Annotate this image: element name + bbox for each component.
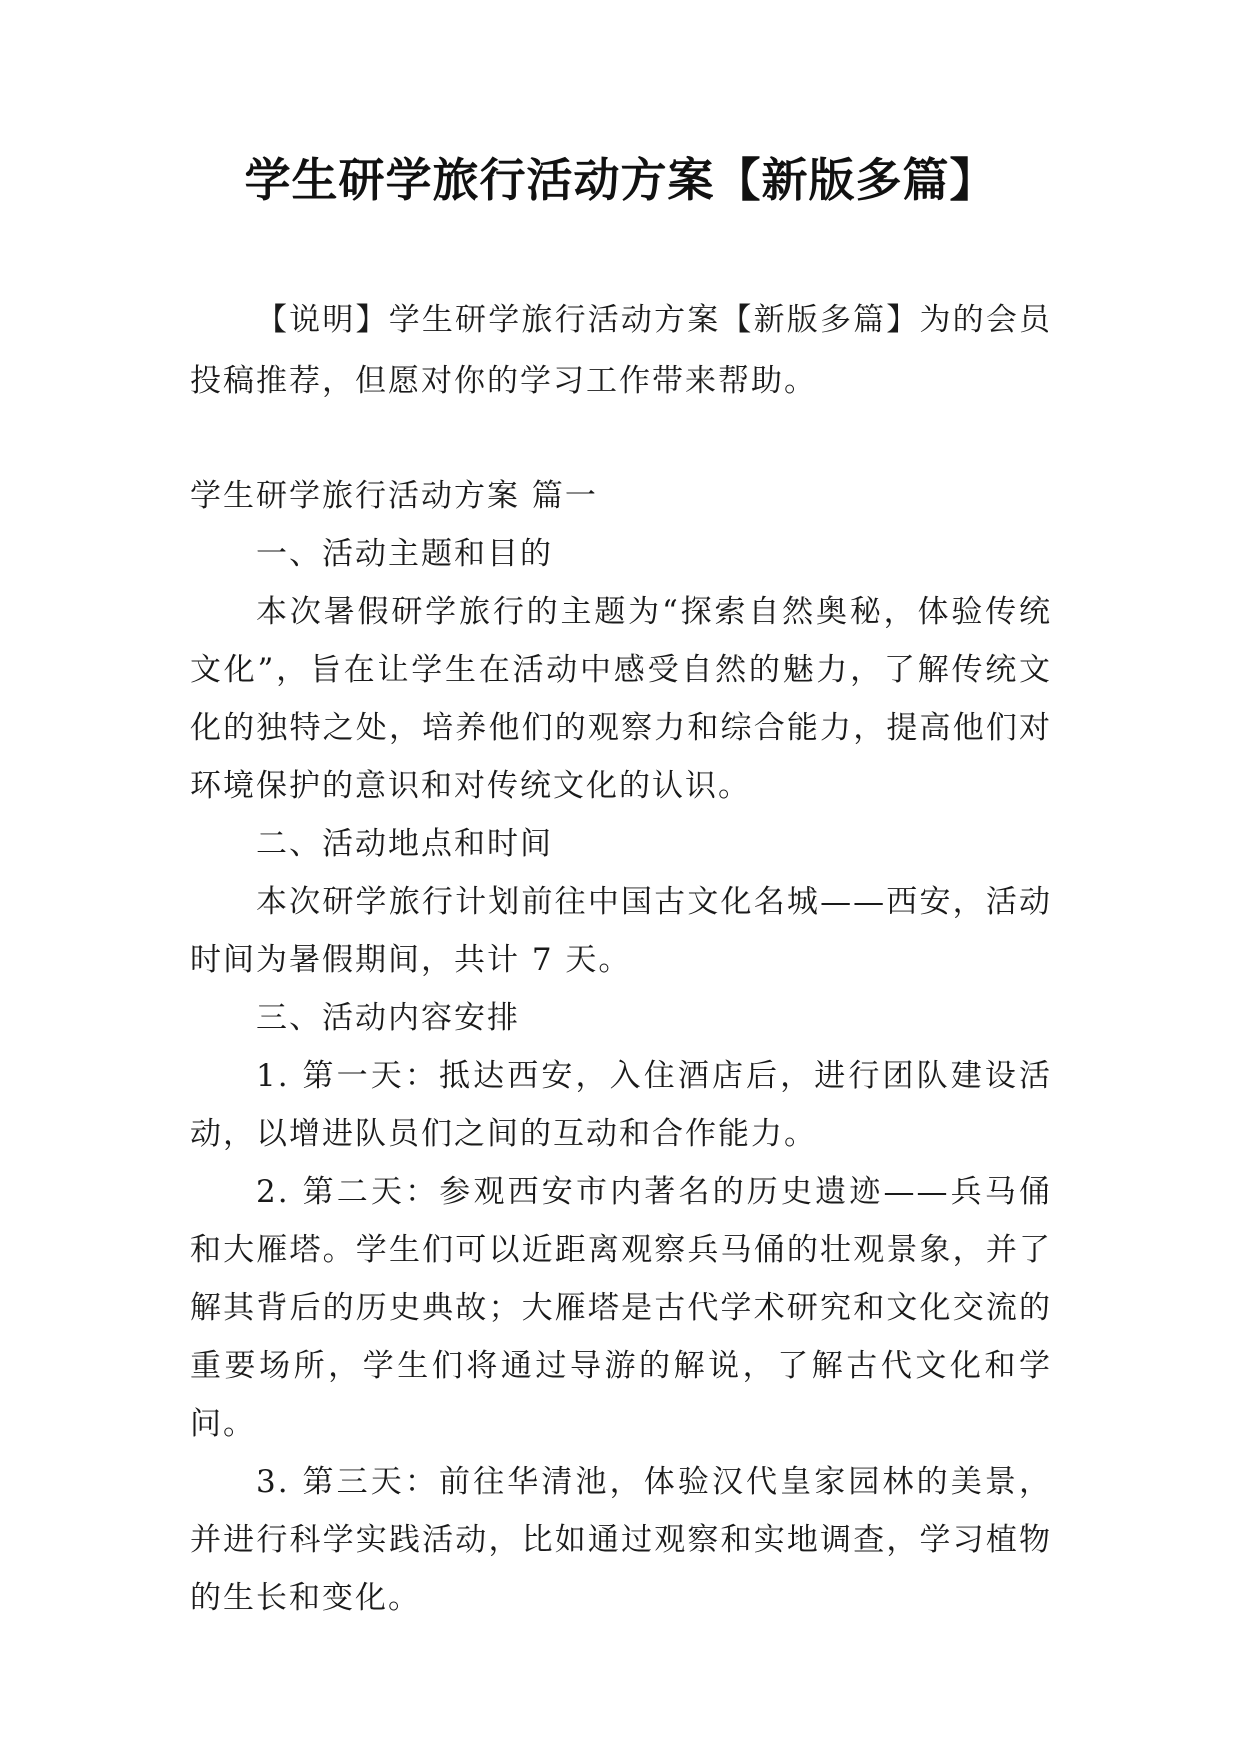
section-heading: 学生研学旅行活动方案 篇一 — [190, 478, 598, 514]
paragraph-location: 本次研学旅行计划前往中国古文化名城——西安，活动时间为暑假期间，共计 7 天。 — [190, 884, 1052, 978]
paragraph-day-2: 2. 第二天：参观西安市内著名的历史遗迹——兵马俑和大雁塔。学生们可以近距离观察兵马俑的壮观景象，并了解其背后的历史典故；大雁塔是古代学术研究和文化交流的重要场所，学生们将通过导游的解说，了解古代文化和学问。 — [190, 1174, 1052, 1442]
paragraph-day-1: 1. 第一天：抵达西安，入住酒店后，进行团队建设活动，以增进队员们之间的互动和合作能力。 — [190, 1058, 1052, 1152]
document-title: 学生研学旅行活动方案【新版多篇】 — [244, 153, 997, 207]
intro-paragraph: 【说明】学生研学旅行活动方案【新版多篇】为的会员投稿推荐，但愿对你的学习工作带来帮助。 — [190, 302, 1052, 399]
heading-theme: 一、活动主题和目的 — [256, 536, 553, 572]
heading-location: 二、活动地点和时间 — [256, 826, 553, 862]
heading-schedule: 三、活动内容安排 — [256, 1000, 520, 1036]
paragraph-day-3: 3. 第三天：前往华清池，体验汉代皇家园林的美景，并进行科学实践活动，比如通过观察和实地调查，学习植物的生长和变化。 — [190, 1464, 1052, 1616]
paragraph-theme: 本次暑假研学旅行的主题为“探索自然奥秘，体验传统文化”，旨在让学生在活动中感受自然的魅力，了解传统文化的独特之处，培养他们的观察力和综合能力，提高他们对环境保护的意识和对传统文化的认识。 — [190, 594, 1052, 804]
document-body — [190, 290, 1052, 1627]
